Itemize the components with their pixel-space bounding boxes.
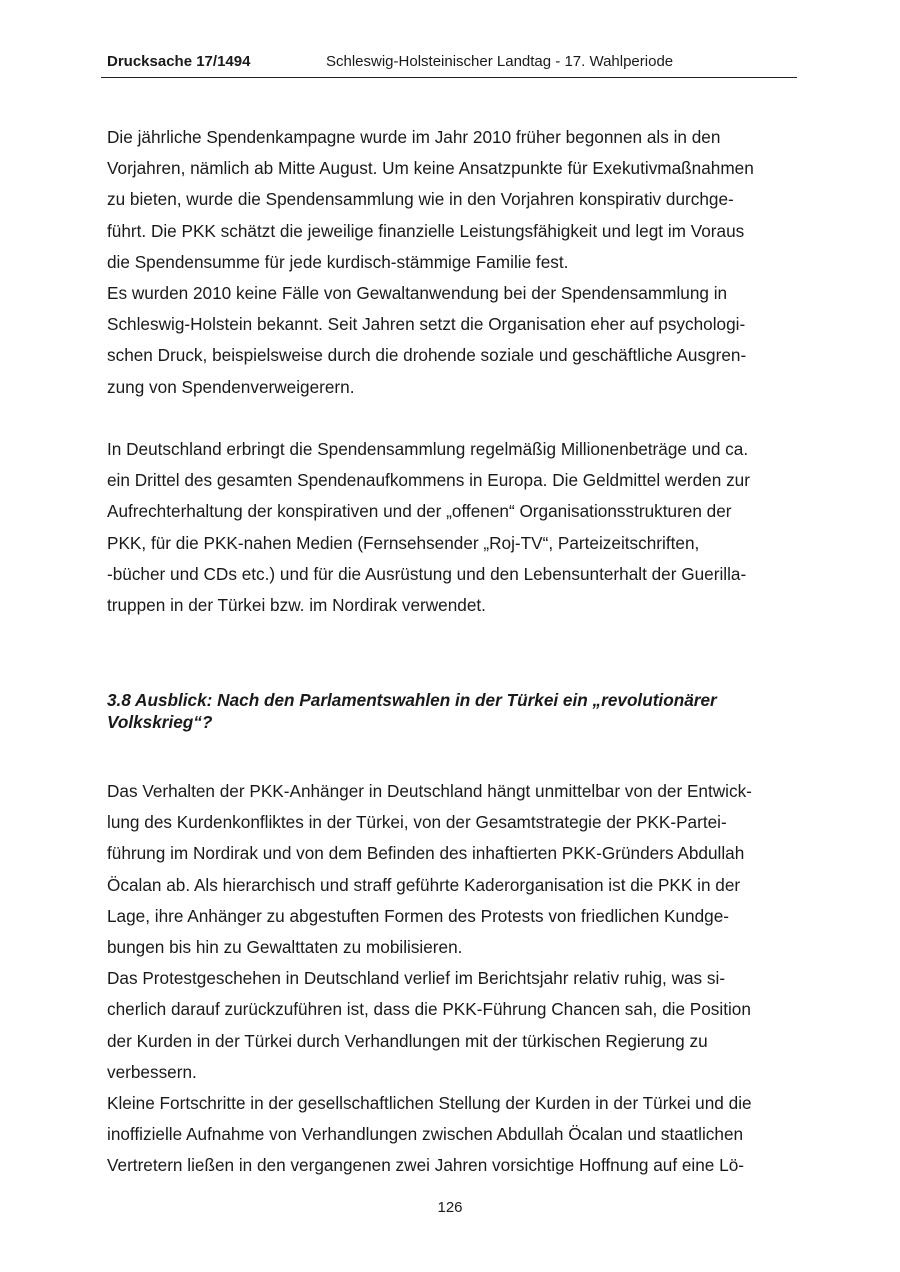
text-line: Öcalan ab. Als hierarchisch und straff geführte Kaderorganisation ist die PKK in der [107, 874, 741, 895]
text-line: Kleine Fortschritte in der gesellschaftlichen Stellung der Kurden in der Türkei und die [107, 1093, 752, 1114]
text-line: Die jährliche Spendenkampagne wurde im Jahr 2010 früher begonnen als in den [107, 127, 721, 147]
document-number: Drucksache 17/1494 [107, 53, 251, 70]
header-organization: Schleswig-Holsteinischer Landtag - 17. Wahlperiode [326, 53, 674, 70]
text-line: lung des Kurdenkonfliktes in der Türkei, von der Gesamtstrategie der PKK-Partei- [107, 812, 727, 833]
paragraph-gap [107, 403, 807, 434]
text-line: der Kurden in der Türkei durch Verhandlungen mit der türkischen Regierung zu [107, 1030, 708, 1051]
text-line: ein Drittel des gesamten Spendenaufkommens in Europa. Die Geldmittel werden zur [107, 470, 750, 491]
text-line: cherlich darauf zurückzuführen ist, dass die PKK-Führung Chancen sah, die Position [107, 999, 751, 1020]
text-line: Aufrechterhaltung der konspirativen und der „offenen“ Organisationsstrukturen der [107, 501, 732, 522]
text-line: Das Protestgeschehen in Deutschland verlief im Berichtsjahr relativ ruhig, was si- [107, 968, 726, 989]
text-line: schen Druck, beispielsweise durch die drohende soziale und geschäftliche Ausgren- [107, 345, 747, 366]
text-line: zung von Spendenverweigerern. [107, 376, 355, 397]
text-line: Schleswig-Holstein bekannt. Seit Jahren setzt die Organisation eher auf psychologi- [107, 314, 746, 335]
text-line: führung im Nordirak und von dem Befinden des inhaftierten PKK-Gründers Abdullah [107, 843, 745, 864]
section-heading-line: Volkskrieg“? [107, 712, 213, 732]
section-heading-line: 3.8 Ausblick: Nach den Parlamentswahlen in der Türkei ein „revolutionärer [107, 690, 717, 710]
text-line: führt. Die PKK schätzt die jeweilige finanzielle Leistungsfähigkeit und legt im Voraus [107, 220, 745, 241]
paragraph-block-donations [107, 122, 807, 621]
text-line: Lage, ihre Anhänger zu abgestuften Formen des Protests von friedlichen Kundge- [107, 905, 730, 926]
text-line: truppen in der Türkei bzw. im Nordirak verwendet. [107, 595, 486, 616]
text-line: inoffizielle Aufnahme von Verhandlungen zwischen Abdullah Öcalan und staatlichen [107, 1124, 744, 1145]
page-number: 126 [437, 1199, 463, 1216]
text-line: Vertretern ließen in den vergangenen zwei Jahren vorsichtige Hoffnung auf eine Lö- [107, 1155, 744, 1176]
text-line: -bücher und CDs etc.) und für die Ausrüstung und den Lebensunterhalt der Guerilla- [107, 563, 747, 584]
text-line: Es wurden 2010 keine Fälle von Gewaltanwendung bei der Spendensammlung in [107, 283, 728, 304]
text-line: In Deutschland erbringt die Spendensammlung regelmäßig Millionenbeträge und ca. [107, 439, 749, 460]
text-line: verbessern. [107, 1061, 197, 1082]
page-header [101, 0, 797, 78]
text-line: die Spendensumme für jede kurdisch-stämmige Familie fest. [107, 251, 569, 272]
text-line: bungen bis hin zu Gewalttaten zu mobilisieren. [107, 937, 463, 958]
text-line: zu bieten, wurde die Spendensammlung wie in den Vorjahren konspirativ durchge- [107, 189, 734, 210]
text-line: PKK, für die PKK-nahen Medien (Fernsehsender „Roj-TV“, Parteizeitschriften, [107, 532, 700, 553]
section-heading [107, 689, 807, 733]
paragraph-block-outlook [107, 776, 807, 1182]
text-line: Das Verhalten der PKK-Anhänger in Deutschland hängt unmittelbar von der Entwick- [107, 781, 752, 801]
text-line: Vorjahren, nämlich ab Mitte August. Um keine Ansatzpunkte für Exekutivmaßnahmen [107, 158, 754, 179]
